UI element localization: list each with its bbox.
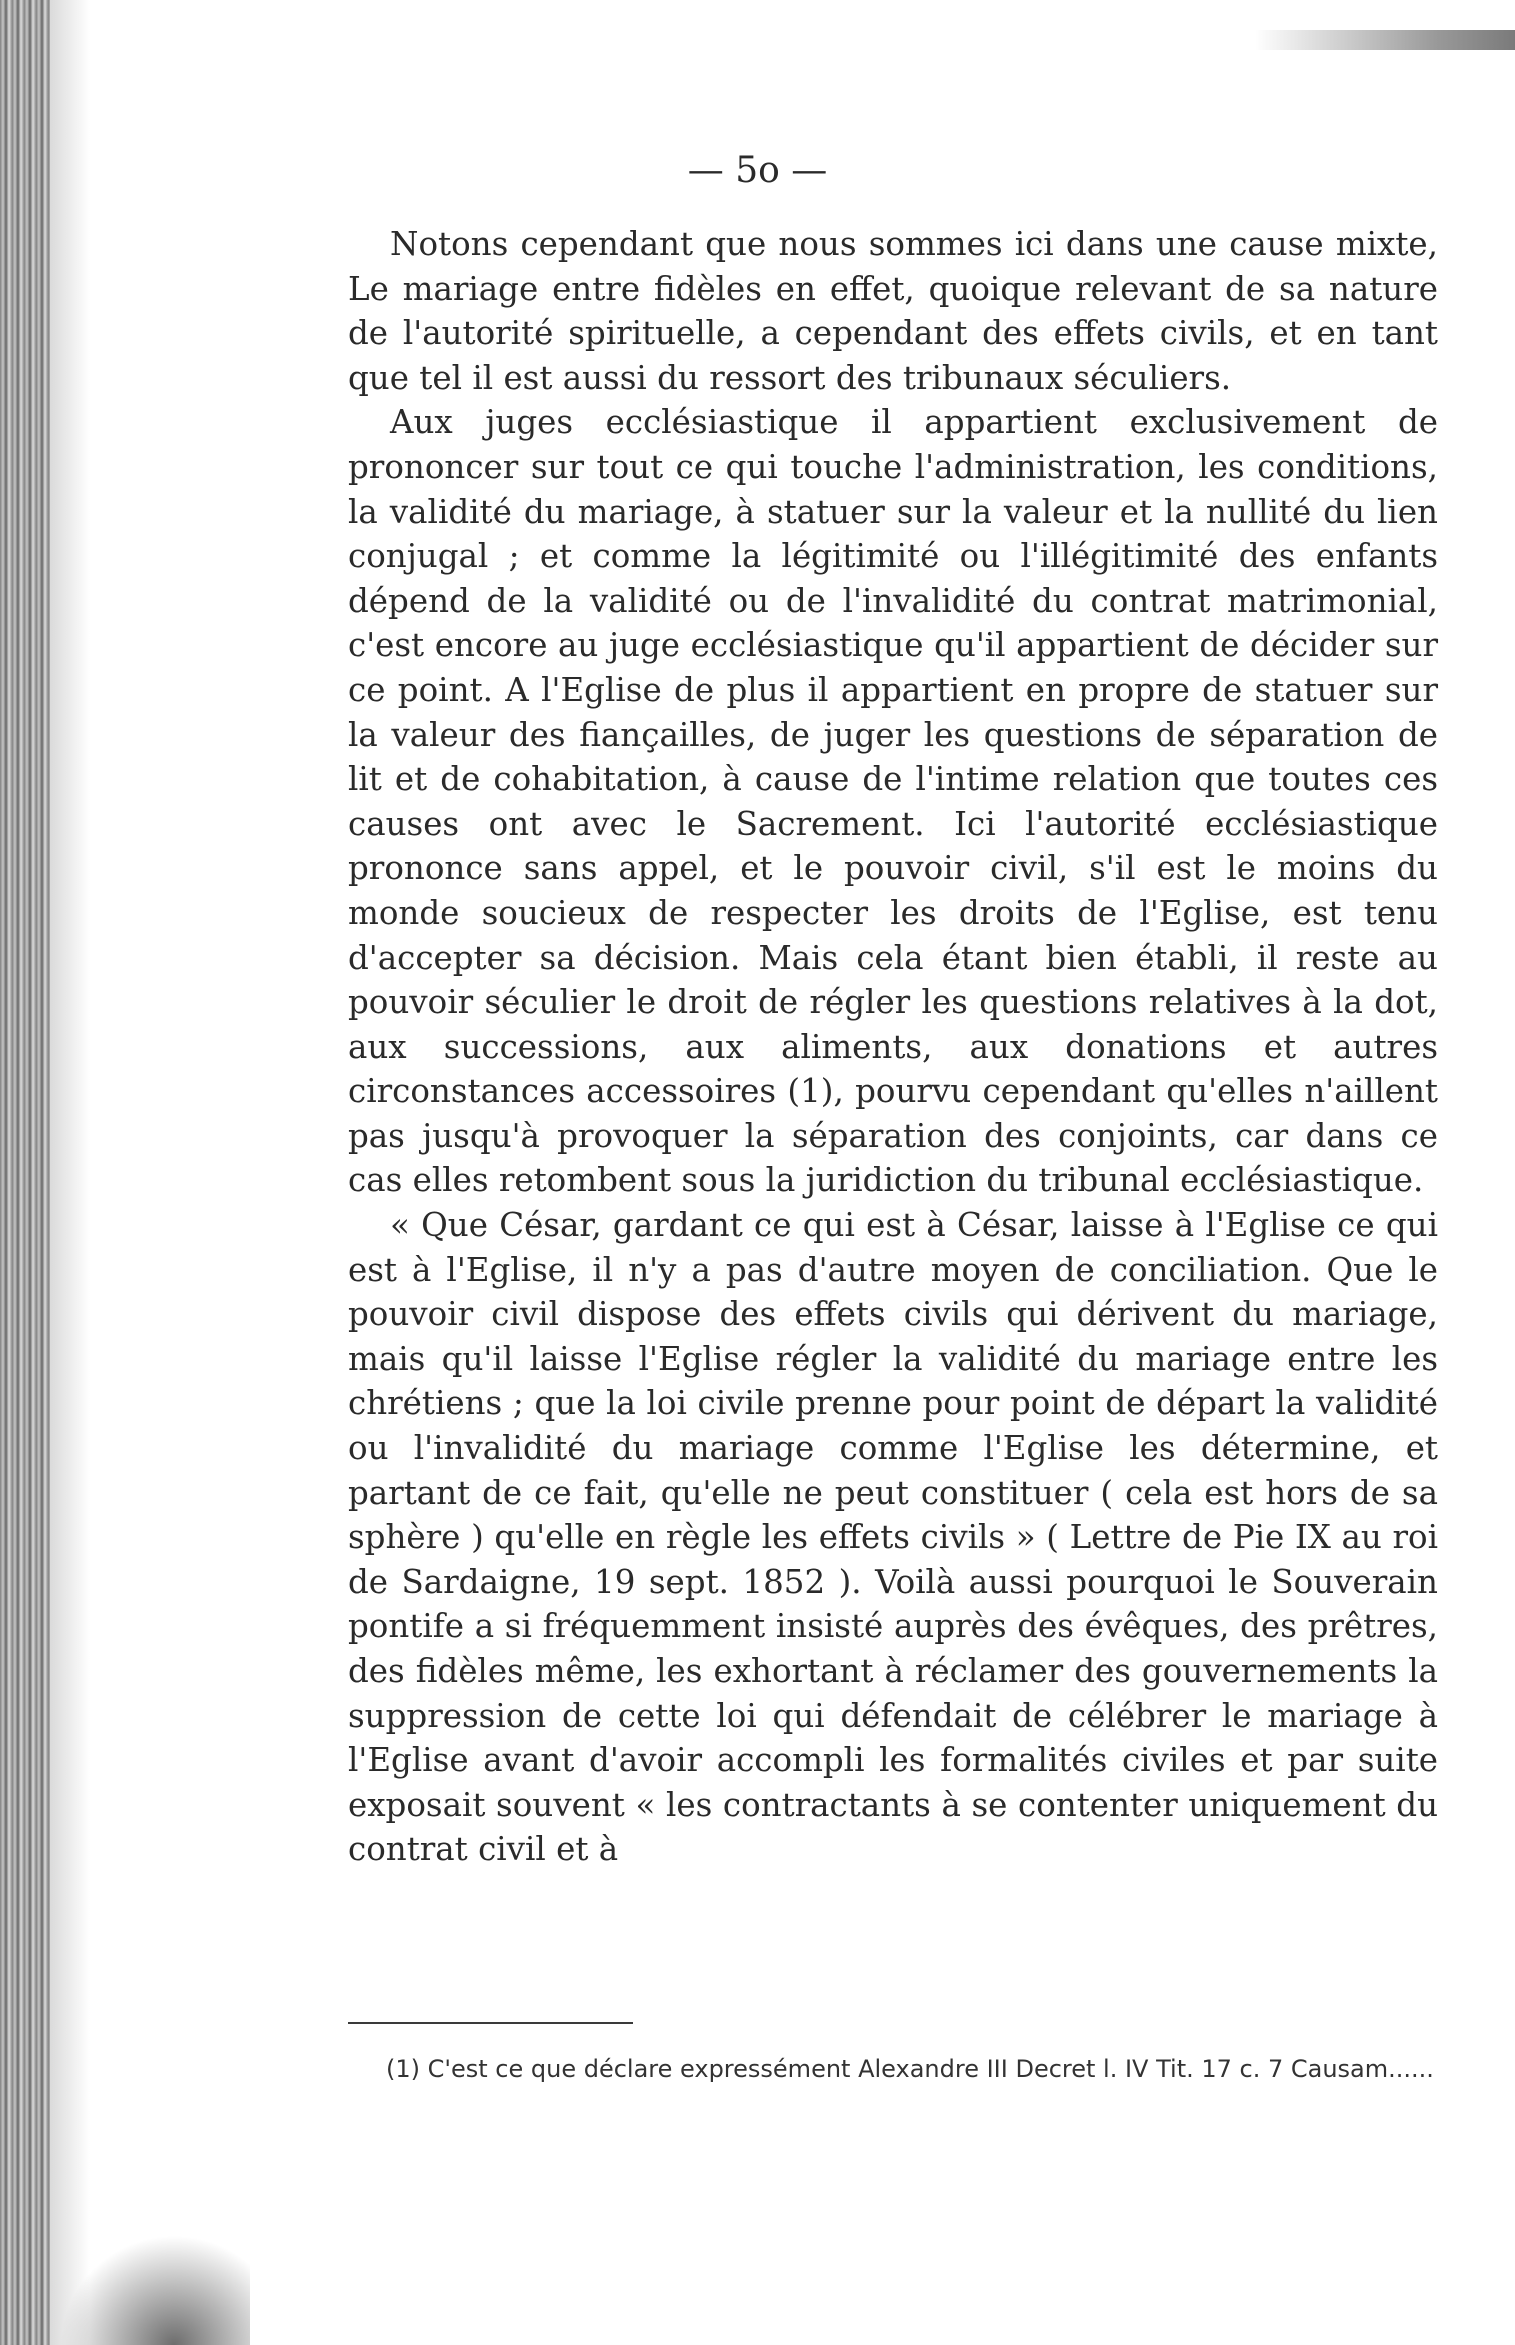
book-binding-edge bbox=[0, 0, 50, 2345]
page-number: — 5o — bbox=[687, 150, 828, 191]
body-text bbox=[348, 222, 1438, 1872]
scan-smudge-corner bbox=[60, 2235, 250, 2345]
paragraph-2: Aux juges ecclésiastique il appartient exclusivement de prononcer sur tout ce qui touche l'administration, les conditions, la validité du mariage, à statuer sur la valeur et la nullité du lien conjugal ; et comme la légitimité ou l'illégitimité des enfants dépend de la validité ou de l'invalidité du contrat matrimonial, c'est encore au juge ecclésiastique qu'il appartient de décider sur ce point. A l'Eglise de plus il appartient en propre de statuer sur la valeur des fiançailles, de juger les questions de séparation de lit et de cohabitation, à cause de l'intime relation que toutes ces causes ont avec le Sacrement. Ici l'autorité ecclésiastique prononce sans appel, et le pouvoir civil, s'il est le moins du monde soucieux de respecter les droits de l'Eglise, est tenu d'accepter sa décision. Mais cela étant bien établi, il reste au pouvoir séculier le droit de régler les questions relatives à la dot, aux successions, aux aliments, aux donations et autres circonstances accessoires (1), pourvu cependant qu'elles n'aillent pas jusqu'à provoquer la séparation des conjoints, car dans ce cas elles retombent sous la juridiction du tribunal ecclésiastique. bbox=[348, 403, 1438, 1200]
paragraph-1: Notons cependant que nous sommes ici dans une cause mixte, Le mariage entre fidèles en effet, quoique relevant de sa nature de l'autorité spirituelle, a cependant des effets civils, et en tant que tel il est aussi du ressort des tribunaux séculiers. bbox=[348, 225, 1438, 397]
footnote: (1) C'est ce que déclare expressément Alexandre III Decret l. IV Tit. 17 c. 7 Causam...... bbox=[386, 2055, 1434, 2083]
binding-shadow bbox=[50, 0, 90, 2345]
scan-smudge-top bbox=[1255, 30, 1515, 50]
paragraph-3: « Que César, gardant ce qui est à César, laisse à l'Eglise ce qui est à l'Eglise, il n'y a pas d'autre moyen de conciliation. Que le pouvoir civil dispose des effets civils qui dérivent du mariage, mais qu'il laisse l'Eglise régler la validité du mariage entre les chrétiens ; que la loi civile prenne pour point de départ la validité ou l'invalidité du mariage comme l'Eglise les détermine, et partant de ce fait, qu'elle ne peut constituer ( cela est hors de sa sphère ) qu'elle en règle les effets civils » ( Lettre de Pie IX au roi de Sardaigne, 19 sept. 1852 ). Voilà aussi pourquoi le Souverain pontife a si fréquemment insisté auprès des évêques, des prêtres, des fidèles même, les exhortant à réclamer des gouvernements la suppression de cette loi qui défendait de célébrer le mariage à l'Eglise avant d'avoir accompli les formalités civiles et par suite exposait souvent « les contractants à se contenter uniquement du contrat civil et à bbox=[348, 1206, 1438, 1869]
footnote-separator bbox=[348, 2022, 633, 2024]
